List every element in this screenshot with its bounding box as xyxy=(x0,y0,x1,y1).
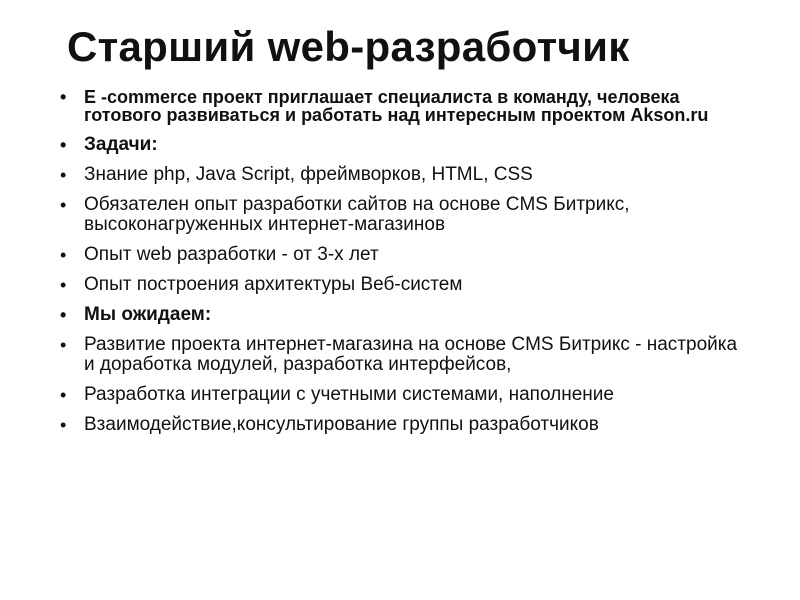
bullet-dot: • xyxy=(60,245,67,265)
bullet-text: Опыт построения архитектуры Веб-систем xyxy=(84,274,463,295)
bullet-list xyxy=(58,88,748,445)
bullet-tasks-heading xyxy=(58,135,748,155)
bullet-text: E -commerce проект приглашает специалиста в команду, человека готового развиваться и работать над интересным проектом Akson.ru xyxy=(84,87,709,125)
bullet-architecture xyxy=(58,275,748,295)
slide-title: Старший web-разработчик xyxy=(67,23,630,70)
bullet-dot: • xyxy=(60,195,67,215)
bullet-development xyxy=(58,335,748,375)
bullet-text: Развитие проекта интернет-магазина на основе CMS Битрикс - настройка и доработка модулей, разработка интерфейсов, xyxy=(84,334,738,375)
bullet-dot: • xyxy=(60,335,67,355)
bullet-cms-experience xyxy=(58,195,748,235)
bullet-intro xyxy=(58,88,748,124)
bullet-text: Мы ожидаем: xyxy=(84,304,212,325)
bullet-web-experience xyxy=(58,245,748,265)
bullet-dot: • xyxy=(60,415,67,435)
bullet-dot: • xyxy=(60,385,67,405)
bullet-text: Задачи: xyxy=(84,134,158,155)
bullet-text: Опыт web разработки - от 3-х лет xyxy=(84,244,379,265)
bullet-text: Взаимодействие,консультирование группы разработчиков xyxy=(84,414,599,435)
bullet-text: Обязателен опыт разработки сайтов на основе CMS Битрикс, высоконагруженных интернет-магазинов xyxy=(84,194,630,235)
bullet-text: Разработка интеграции с учетными системами, наполнение xyxy=(84,384,614,405)
bullet-dot: • xyxy=(60,87,67,107)
bullet-skills xyxy=(58,165,748,185)
bullet-text: Знание php, Java Script, фреймворков, HTML, CSS xyxy=(84,164,533,185)
bullet-dot: • xyxy=(60,165,67,185)
bullet-dot: • xyxy=(60,275,67,295)
bullet-expectations-heading xyxy=(58,305,748,325)
bullet-collaboration xyxy=(58,415,748,435)
bullet-dot: • xyxy=(60,305,67,325)
bullet-integration xyxy=(58,385,748,405)
bullet-dot: • xyxy=(60,135,67,155)
